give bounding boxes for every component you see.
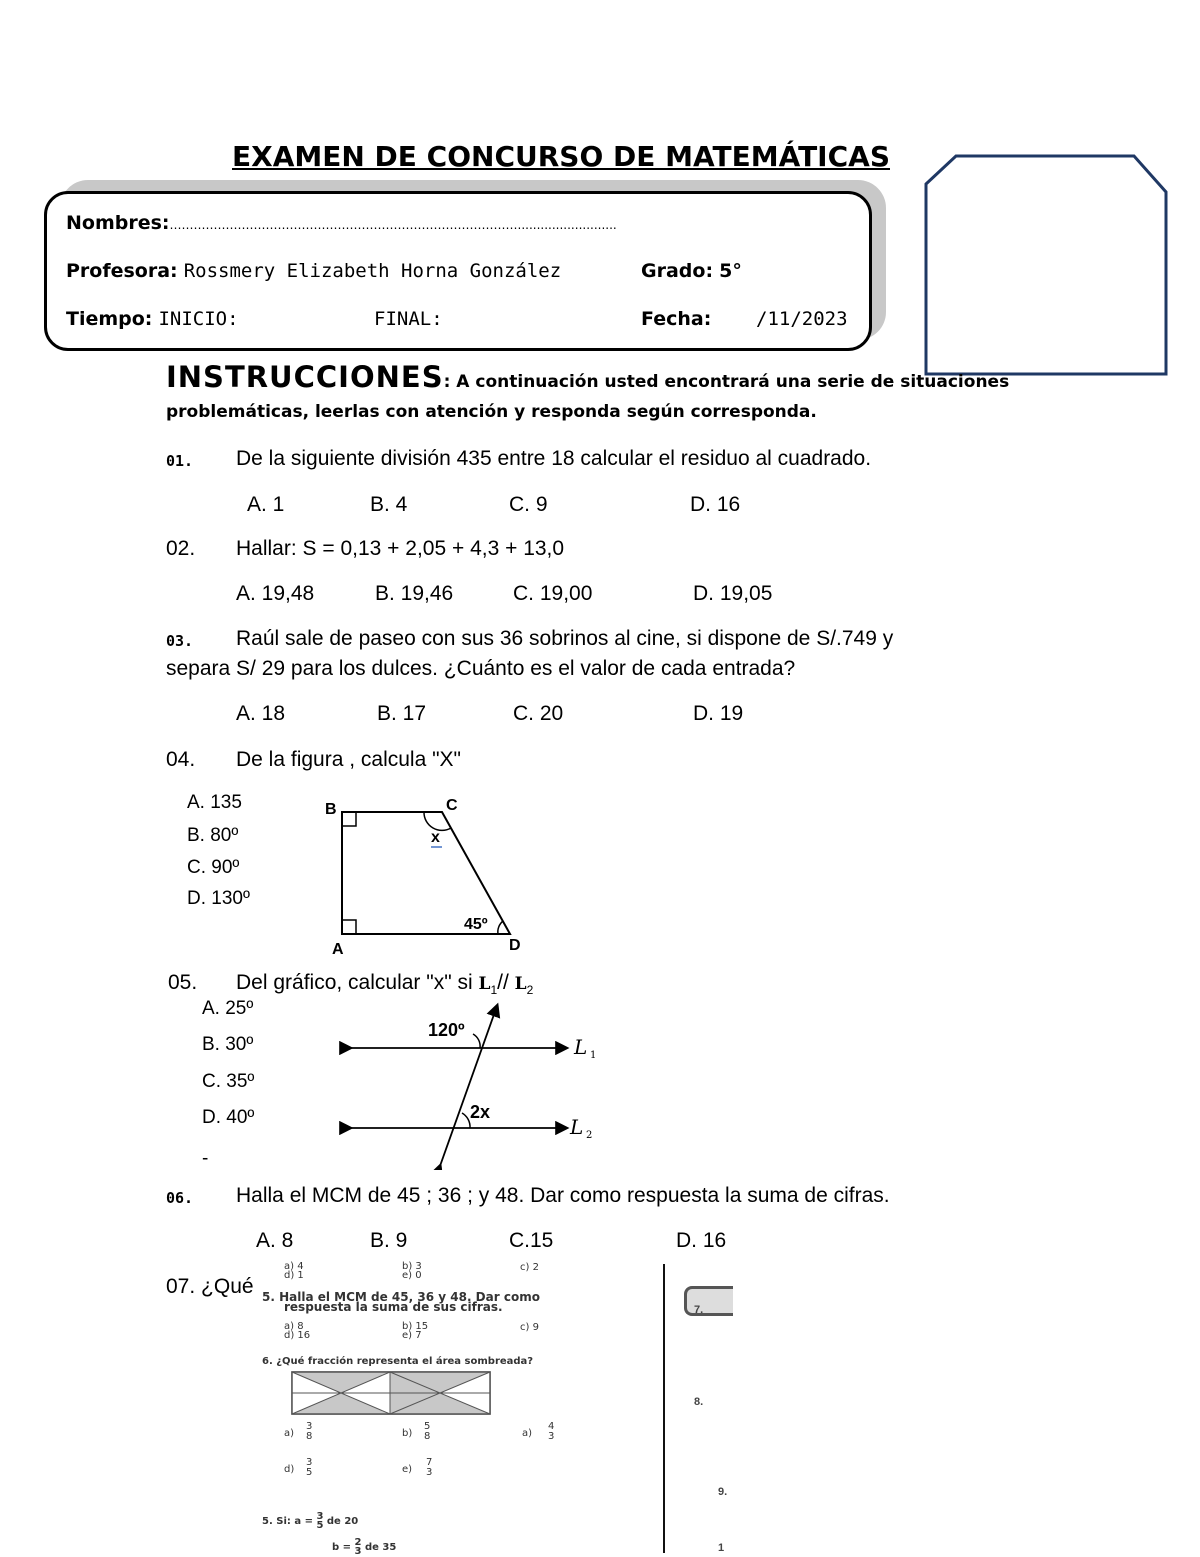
option-b[interactable]: B. 9 [370, 1229, 408, 1252]
profesora-label: Profesora: [66, 260, 178, 282]
option-d[interactable]: D. 19 [693, 702, 744, 725]
option-d[interactable]: D. 40º [202, 1107, 255, 1128]
option-d[interactable]: D. 16 [690, 493, 741, 516]
vertex-a-label: A [332, 941, 344, 958]
line-l1-label: L [574, 1035, 588, 1059]
clipped-num-9: 9. [718, 1486, 728, 1498]
question-text: Raúl sale de paseo con sus 36 sobrinos al cine, si dispone de S/.749 y [236, 627, 894, 650]
photo-box [922, 152, 1170, 378]
option-c[interactable]: C. 20 [513, 702, 564, 725]
fecha-label: Fecha: [641, 308, 712, 330]
vertex-b-label: B [325, 801, 337, 818]
angle-2x-label: 2x [470, 1102, 491, 1122]
option-c[interactable]: C. 90º [187, 857, 240, 878]
vertex-c-label: C [446, 797, 458, 814]
fecha-value: /11/2023 [756, 308, 848, 330]
nombres-field[interactable]: …………………………………………………………………………….......................... [169, 218, 617, 232]
option-a[interactable]: A. 19,48 [236, 582, 315, 605]
question-text: Halla el MCM de 45 ; 36 ; y 48. Dar como respuesta la suma de cifras. [236, 1184, 890, 1207]
question-7 [166, 1275, 254, 1299]
option-c[interactable]: C. 9 [509, 493, 548, 516]
option-c[interactable]: C.15 [509, 1229, 554, 1252]
grado-row [641, 260, 742, 282]
line-l2-sub: 2 [586, 1130, 593, 1141]
tiempo-label: Tiempo: [66, 308, 153, 330]
option-d[interactable]: D. 16 [676, 1229, 727, 1252]
shaded-area-figure [290, 1370, 494, 1418]
question-text: Hallar: S = 0,13 + 2,05 + 4,3 + 13,0 [236, 537, 565, 560]
option-d[interactable]: D. 19,05 [693, 582, 773, 605]
scan-q7: 5. Si: a = 3 5 de 20 [262, 1511, 359, 1531]
option-b[interactable]: B. 30º [202, 1034, 254, 1055]
question-text: ¿Qué [201, 1275, 254, 1298]
instructions-line2: problemáticas, leerlas con atención y responda según corresponda. [166, 402, 817, 422]
instructions-heading: INSTRUCCIONES [166, 360, 444, 394]
trapezoid-figure [320, 792, 530, 962]
question-number: 05. [168, 971, 198, 994]
stray-dash: - [202, 1148, 209, 1169]
option-b[interactable]: B. 80º [187, 825, 239, 846]
angle-x-label: x [431, 829, 440, 846]
option-c[interactable]: C. 19,00 [513, 582, 593, 605]
question-text: De la siguiente división 435 entre 18 calcular el residuo al cuadrado. [236, 447, 872, 470]
final-label: FINAL: [374, 308, 443, 330]
question-number: 02. [166, 537, 196, 560]
line-l2-label: L [570, 1115, 584, 1139]
question-number: 07. [166, 1275, 196, 1298]
clipped-box [684, 1286, 733, 1316]
scan-q6: 6. ¿Qué fracción representa el área sombreada? [262, 1356, 534, 1367]
inicio-label: INICIO: [158, 308, 239, 330]
scanned-image: a) 4 d) 1 b) 3 e) 0 c) 2 5. Halla el MCM de 45, 36 y 48. Dar como respuesta la suma de sus cifras. a) 8 d) 16 b) 15 e) 7 c) 9 6. ¿Qué fracción representa el área sombreada? a) 3 8 b) 5 8 a) 4 3 d) 3 5 e) 7 3 5. Si: a = 3 5 de 20 b = 2 3 de 35 [262, 1261, 555, 1557]
grado-value: 5° [719, 260, 742, 282]
profesora-value: Rossmery Elizabeth Horna González [183, 260, 562, 282]
option-a[interactable]: A. 135 [187, 792, 242, 813]
option-c[interactable]: C. 35º [202, 1071, 255, 1092]
angle-120-label: 120º [428, 1020, 465, 1040]
parallel-lines-figure [330, 998, 610, 1170]
page-title: EXAMEN DE CONCURSO DE MATEMÁTICAS [232, 140, 890, 173]
clipped-num-7: 7. [694, 1304, 704, 1316]
option-a[interactable]: A. 18 [236, 702, 286, 725]
question-number: 04. [166, 748, 196, 771]
question-text-cont: separa S/ 29 para los dulces. ¿Cuánto es el valor de cada entrada? [166, 657, 796, 680]
option-a[interactable]: A. 1 [247, 493, 285, 516]
instructions [166, 360, 1009, 394]
question-number: 01. [166, 452, 194, 470]
scan-q5: 5. Halla el MCM de 45, 36 y 48. Dar como respuesta la suma de sus cifras. [262, 1290, 540, 1314]
option-b[interactable]: B. 17 [377, 702, 427, 725]
instructions-line1: : A continuación usted encontrará una serie de situaciones [443, 372, 1010, 392]
nombres-label: Nombres: [66, 212, 170, 234]
profesora-row [66, 260, 561, 282]
column-divider [663, 1264, 665, 1553]
option-a[interactable]: A. 25º [202, 998, 254, 1019]
tiempo-row [66, 308, 239, 330]
option-b[interactable]: B. 4 [370, 493, 408, 516]
option-d[interactable]: D. 130º [187, 888, 250, 906]
question-text: Del gráfico, calcular "x" si $L_1//$ $L_2$ [236, 971, 534, 998]
option-a[interactable]: A. 8 [256, 1229, 294, 1252]
nombres-row [66, 212, 617, 234]
grado-label: Grado: [641, 260, 714, 282]
clipped-num-8: 8. [694, 1396, 704, 1408]
question-number: 03. [166, 632, 194, 650]
scan-top-options: a) 4 d) 1 [284, 1261, 304, 1281]
line-l1-sub: 1 [590, 1050, 597, 1061]
question-number: 06. [166, 1189, 194, 1207]
option-b[interactable]: B. 19,46 [375, 582, 454, 605]
question-text: De la figura , calcula "X" [236, 748, 462, 771]
angle-45-label: 45º [464, 916, 488, 933]
vertex-d-label: D [509, 937, 521, 954]
clipped-num-1: 1 [718, 1542, 725, 1554]
